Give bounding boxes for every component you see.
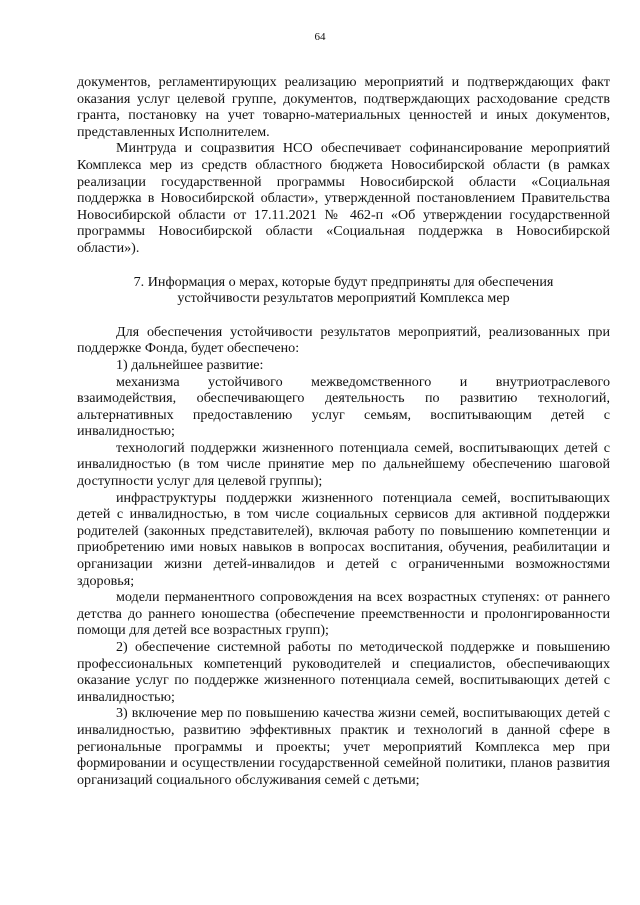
paragraph-documents: документов, регламентирующих реализацию мероприятий и подтверждающих факт оказания услуг целевой группе, документов, подтверждающих расходование средств гранта, постановку на учет товарно-материальных ценностей и иных документов, представленных Исполнителем. (77, 74, 610, 140)
paragraph-model: модели перманентного сопровождения на всех возрастных ступенях: от раннего детства до раннего юношества (обеспечение преемственности и пролонгированности помощи для детей все возрастных групп); (77, 589, 610, 639)
section-heading: 7. Информация о мерах, которые будут предприняты для обеспечения устойчивости результатов мероприятий Комплекса мер (133, 273, 554, 307)
document-body (77, 74, 610, 788)
list-item-1: 1) дальнейшее развитие: (116, 356, 264, 373)
list-item-2: 2) обеспечение системной работы по методической поддержке и повышению профессиональных компетенций руководителей и специалистов, обеспечивающих оказание услуг по поддержке жизненного потенциала семей, воспитывающих детей с инвалидностью; (77, 639, 610, 705)
spacer (77, 257, 610, 274)
paragraph-cofinancing: Минтруда и соцразвития НСО обеспечивает софинансирование мероприятий Комплекса мер из средств областного бюджета Новосибирской области (в рамках реализации государственной программы Новосибирской области «Социальная поддержка в Новосибирской области», утвержденной постановлением Правительства Новосибирской области от 17.11.2021 № 462-п «Об утверждении государственной программы Новосибирской области «Социальная поддержка в Новосибирской области»). (77, 140, 610, 256)
spacer (77, 307, 610, 324)
paragraph-mechanism: механизма устойчивого межведомственного и внутриотраслевого взаимодействия, обеспечивающего деятельность по развитию технологий, альтернативных предоставлению услуг семьям, воспитывающим детей с инвалидностью; (77, 373, 610, 440)
page-number: 64 (314, 31, 326, 43)
paragraph-intro: Для обеспечения устойчивости результатов мероприятий, реализованных при поддержке Фонда, будет обеспечено: (77, 323, 610, 357)
paragraph-infrastructure: инфраструктуры поддержки жизненного потенциала семей, воспитывающих детей с инвалидностью, в том числе социальных сервисов для активной поддержки родителей (законных представителей), включая работу по повышению компетенции и приобретению ими новых навыков в вопросах воспитания, обучения, реабилитации и организации жизни детей-инвалидов и детей с ограниченными возможностями здоровья; (77, 489, 610, 589)
paragraph-technologies: технологий поддержки жизненного потенциала семей, воспитывающих детей с инвалидностью (в том числе принятие мер по дальнейшему обеспечению шаговой доступности услуг для целевой группы); (77, 439, 610, 490)
list-item-3: 3) включение мер по повышению качества жизни семей, воспитывающих детей с инвалидностью, развитию эффективных практик и технологий в данной сфере в региональные программы и проекты; учет мероприятий Комплекса мер при формировании и осуществлении государственной семейной политики, планов развития организаций социального обслуживания семей с детьми; (77, 705, 610, 788)
